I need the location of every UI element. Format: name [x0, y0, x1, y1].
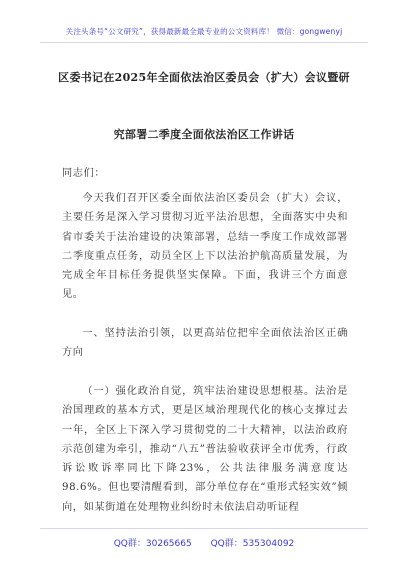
footer-qq-group-2: QQ群：535304092	[210, 539, 295, 549]
promo-banner: 关注头条号“公文研究”，获得最新最全最专业的公文资料库！ 微信：gongwenyj	[65, 27, 343, 36]
document-title-line-1: 区委书记在2025年全面依法治区委员会（扩大）会议暨研	[58, 71, 350, 84]
footer-divider	[40, 528, 368, 529]
document-title-line-2: 究部署二季度全面依法治区工作讲话	[113, 128, 295, 141]
footer-qq-group-1: QQ群：30265665	[113, 539, 192, 549]
footer-contacts	[0, 536, 408, 549]
paragraph-section-1-1: （一）强化政治自觉，筑牢法治建设思想根基。法治是治国理政的基本方式，更是区域治理现代化的核心支撑过去一年，全区上下深入学习贯彻党的二十大精神，以法治政府示范创建为牵引，推动“八五”普法验收获评全市优秀，行政诉讼败诉率同比下降23%，公共法律服务满意度达98.6%。但也要清醒看到，部分单位存在“重形式轻实效”倾向，如某街道在处理物业纠纷时未依法启动听证程	[62, 386, 348, 513]
header-divider	[40, 42, 368, 43]
section-heading-1: 一、坚持法治引领，以更高站位把牢全面依法治区正确方向	[62, 328, 348, 359]
paragraph-intro: 今天我们召开区委全面依法治区委员会（扩大）会议，主要任务是深入学习贯彻习近平法治思想，全面落实中央和省市委关于法治建设的决策部署，总结一季度工作成效部署二季度重点任务，动员全区上下以法治护航高质量发展，为完成全年目标任务提供坚实保障。下面，我讲三个方面意见。	[62, 193, 348, 301]
salutation: 同志们：	[62, 168, 106, 179]
